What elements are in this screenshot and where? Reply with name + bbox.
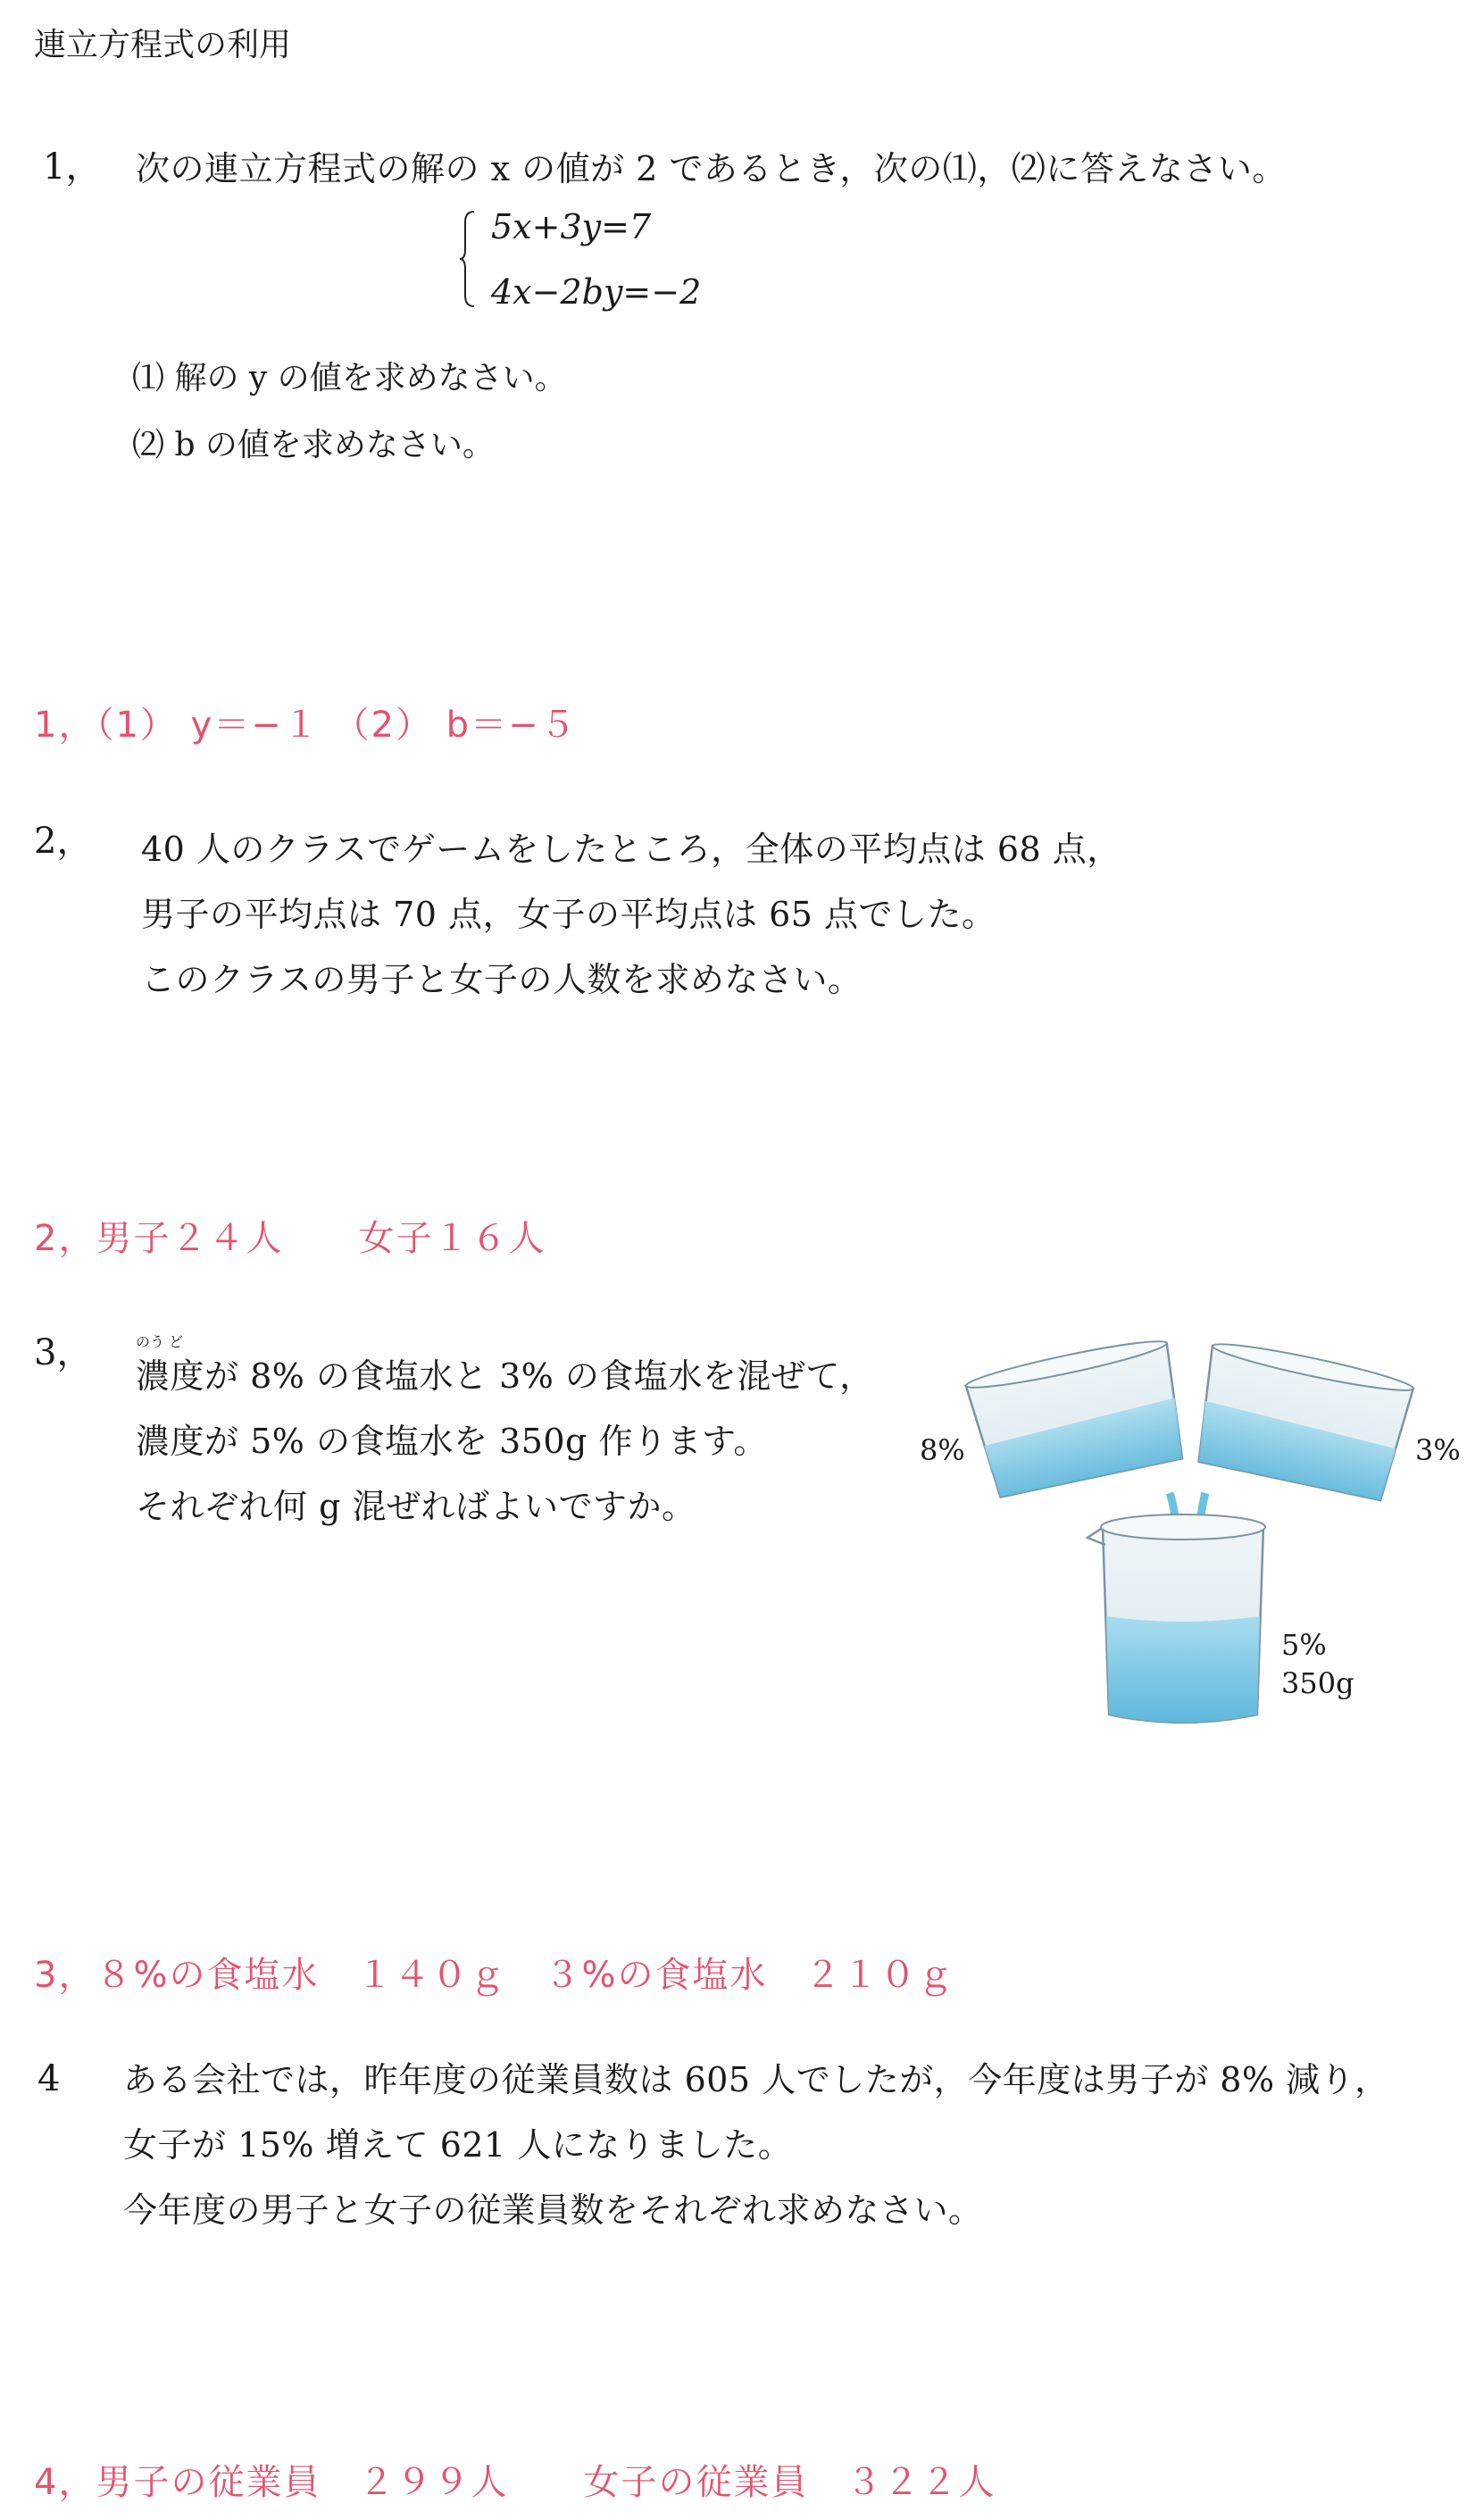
right-cup xyxy=(1188,1337,1415,1502)
question-3-number: 3， xyxy=(34,1332,93,1373)
question-2-line-2: 男子の平均点は 70 点，女子の平均点は 65 点でした。 xyxy=(141,895,996,934)
question-1-number: 1， xyxy=(43,146,102,188)
sub-question-1: ⑴ 解の y の値を求めなさい。 xyxy=(132,360,567,396)
question-1-text: 次の連立方程式の解の x の値が 2 であるとき，次の⑴，⑵に答えなさい。 xyxy=(136,149,1287,188)
label-beaker-mass: 350g xyxy=(1281,1666,1354,1700)
question-2-line-3: このクラスの男子と女子の人数を求めなさい。 xyxy=(141,960,862,999)
beaker xyxy=(1088,1515,1265,1723)
question-4-line-1: ある会社では，昨年度の従業員数は 605 人でしたが，今年度は男子が 8% 減り， xyxy=(123,2060,1389,2099)
question-2-line-1: 40 人のクラスでゲームをしたところ，全体の平均点は 68 点， xyxy=(141,830,1121,869)
furigana-noudo: のう ど xyxy=(136,1333,184,1350)
question-4-number: 4 xyxy=(38,2058,61,2099)
equation-2: 4x−2by=−2 xyxy=(491,272,702,312)
question-3-line-1: 濃度が 8% の食塩水と 3% の食塩水を混ぜて， xyxy=(136,1356,874,1396)
question-3-line-3: それぞれ何 g 混ぜればよいですか。 xyxy=(136,1487,696,1526)
page-title: 連立方程式の利用 xyxy=(34,27,292,63)
question-4-line-2: 女子が 15% 増えて 621 人になりました。 xyxy=(123,2125,793,2165)
sub-question-2: ⑵ b の値を求めなさい。 xyxy=(132,427,495,463)
equation-brace xyxy=(460,210,478,308)
answer-1: 1，（1） y＝−１ （2） b＝−５ xyxy=(34,705,578,746)
equation-1: 5x+3y=7 xyxy=(491,207,652,246)
label-right-concentration: 3% xyxy=(1415,1433,1461,1467)
left-cup xyxy=(964,1334,1191,1499)
beaker-illustration xyxy=(911,1304,1464,1732)
question-2-number: 2， xyxy=(34,821,93,862)
label-left-concentration: 8% xyxy=(920,1433,965,1467)
question-4-line-3: 今年度の男子と女子の従業員数をそれぞれ求めなさい。 xyxy=(123,2190,983,2230)
answer-4: 4，男子の従業員 ２９９人 女子の従業員 ３２２人 xyxy=(34,2462,996,2503)
answer-3: 3，８%の食塩水 １４０ｇ ３%の食塩水 ２１０ｇ xyxy=(34,1955,955,1996)
question-3-line-2: 濃度が 5% の食塩水を 350g 作ります。 xyxy=(136,1422,768,1461)
answer-2: 2，男子２４人 女子１６人 xyxy=(34,1218,546,1259)
label-beaker-concentration: 5% xyxy=(1281,1628,1327,1662)
